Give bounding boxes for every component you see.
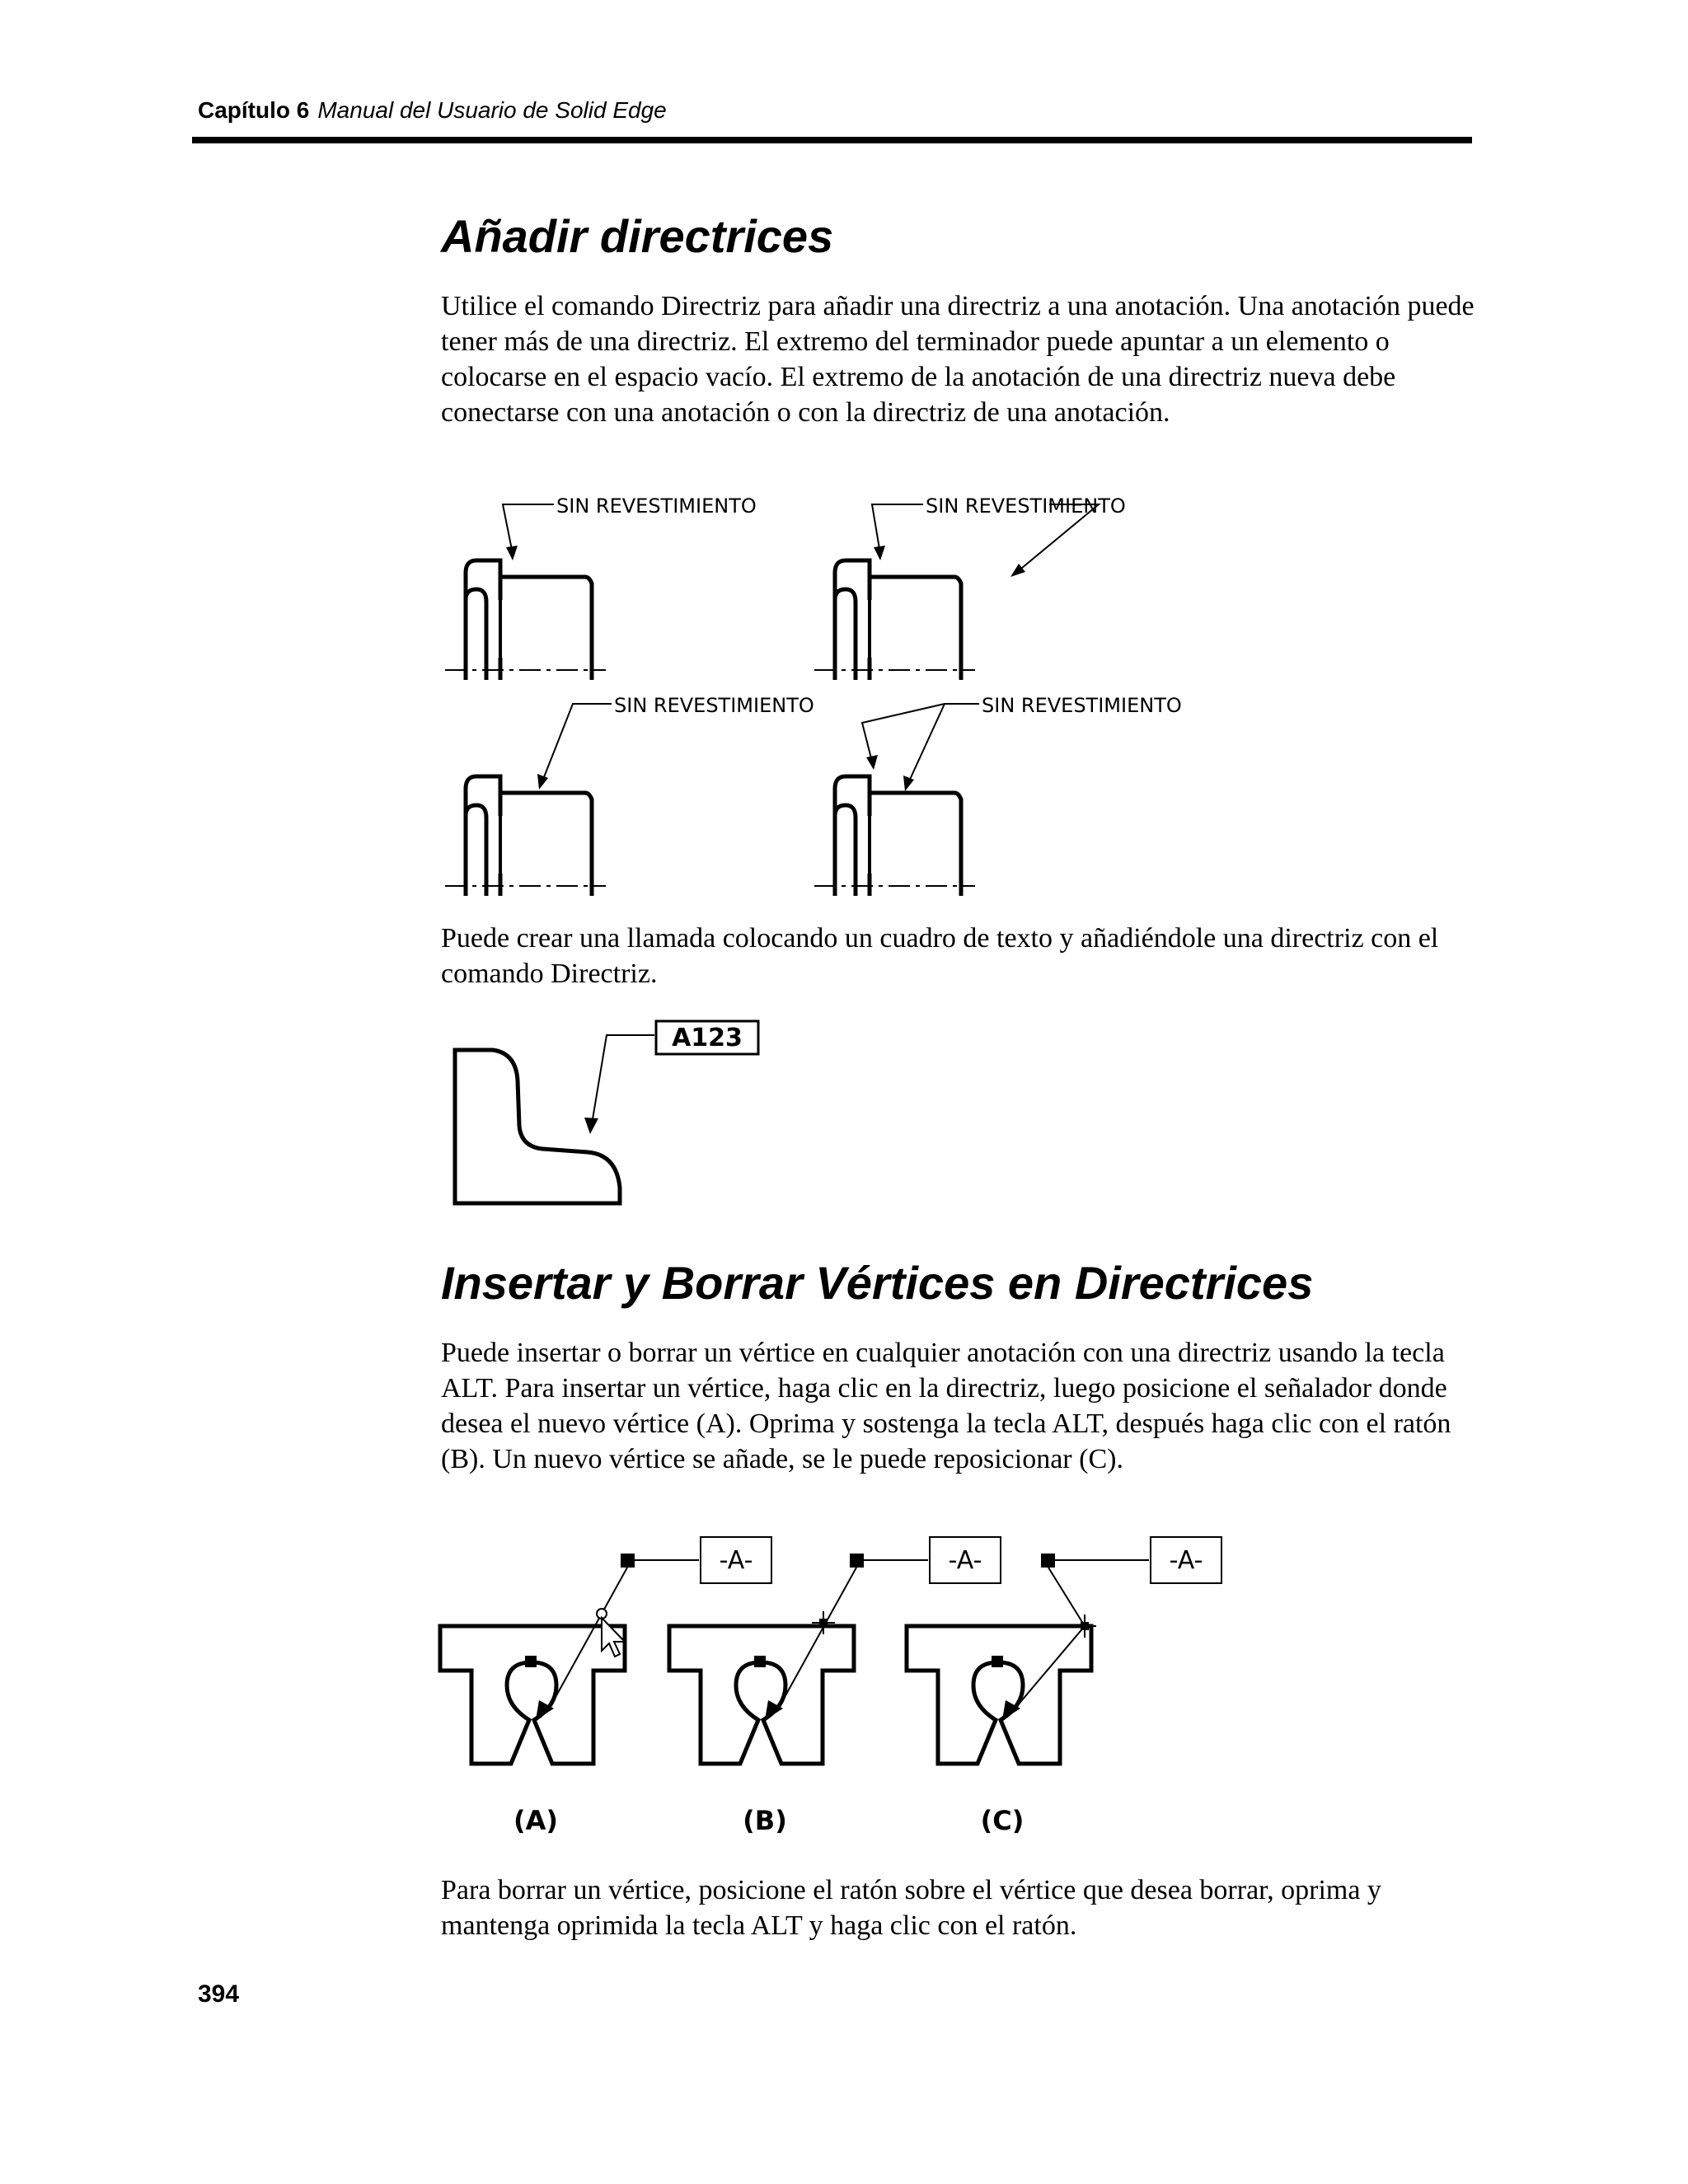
- delete-vertex-paragraph: Para borrar un vértice, posicione el ratón sobre el vértice que desea borrar, oprima y mantenga oprimida la tecla ALT y haga clic con el ratón.: [441, 1875, 1381, 1941]
- step-label-b: (B): [743, 1805, 787, 1836]
- callout-figure: [452, 1019, 765, 1208]
- mouse-cursor-icon: [602, 1618, 625, 1657]
- manual-title: Manual del Usuario de Solid Edge: [317, 97, 667, 123]
- leader-example-2: [814, 494, 1126, 680]
- header-rule: [192, 137, 1472, 143]
- chapter-label: Capítulo 6: [198, 97, 310, 123]
- page-number: 394: [198, 1980, 240, 2008]
- section-heading-add-leaders: Añadir directrices: [441, 210, 834, 262]
- vertices-paragraph: Puede insertar o borrar un vértice en cualquier anotación con una directriz usando la tecla ALT. Para insertar un vértice, haga clic en la directriz, luego posicione el señalador donde desea el nuevo vértice (A). Oprima y sostenga la tecla ALT, después haga clic con el ratón (B). Un nuevo vértice se añade, se le puede reposicionar (C).: [441, 1338, 1451, 1474]
- vertex-crosshair-icon: [812, 1611, 835, 1634]
- leader-example-4: [814, 694, 1182, 896]
- vertex-step-c: [907, 1537, 1221, 1836]
- vertex-step-b: [669, 1537, 1001, 1836]
- leader-examples-figure: [437, 478, 1203, 898]
- leader-label-3: SIN REVESTIMIENTO: [614, 694, 814, 717]
- step-label-c: (C): [980, 1805, 1025, 1836]
- callout-label: A123: [672, 1024, 743, 1052]
- running-header: [198, 97, 667, 124]
- leader-label-2: SIN REVESTIMIENTO: [926, 494, 1126, 518]
- datum-label-a: -A-: [719, 1546, 753, 1575]
- vertex-step-a: [440, 1537, 771, 1836]
- vertex-steps-figure: [437, 1529, 1203, 1854]
- leader-label-4: SIN REVESTIMIENTO: [982, 694, 1182, 717]
- section-intro-paragraph: Utilice el comando Directriz para añadir una directriz a una anotación. Una anotación puede tener más de una directriz. El extremo del terminador puede apuntar a un elemento o colocarse en el espacio vacío. El extremo de la anotación de una directriz nueva debe conectarse con una anotación o con la directriz de una anotación.: [441, 291, 1475, 428]
- datum-label-c: -A-: [1169, 1546, 1203, 1575]
- leader-example-3: [445, 694, 814, 896]
- section-heading-vertices: Insertar y Borrar Vértices en Directrices: [441, 1257, 1314, 1309]
- leader-example-1: [445, 494, 757, 680]
- step-label-a: (A): [513, 1805, 559, 1836]
- callout-paragraph: Puede crear una llamada colocando un cuadro de texto y añadiéndole una directriz con el comando Directriz.: [441, 923, 1439, 989]
- leader-label-1: SIN REVESTIMIENTO: [556, 494, 757, 518]
- datum-label-b: -A-: [948, 1546, 982, 1575]
